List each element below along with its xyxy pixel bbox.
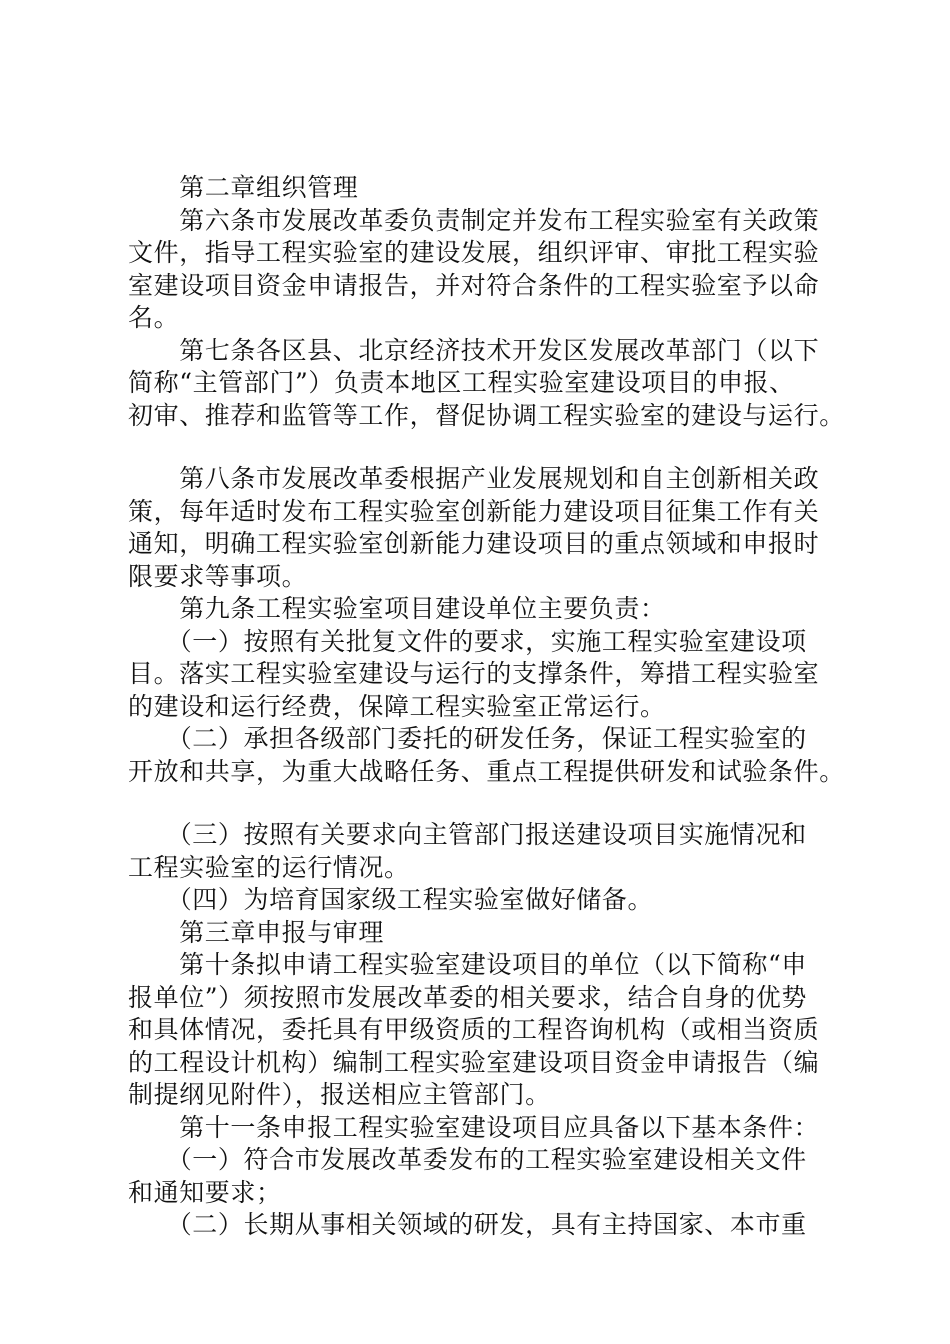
list-item-line: （一）符合市发展改革委发布的工程实验室建设相关文件 [128,1145,807,1174]
article-line: 室建设项目资金申请报告，并对符合条件的工程实验室予以命 [128,270,820,300]
article-line: 和具体情况，委托具有甲级资质的工程咨询机构（或相当资质 [128,1015,820,1044]
list-item-line: （二）承担各级部门委托的研发任务，保证工程实验室的 [128,724,807,753]
list-item-line: 目。落实工程实验室建设与运行的支撑条件，筹措工程实验室 [128,659,820,688]
chapter-heading: 第三章申报与审理 [128,917,385,947]
article-line: 文件，指导工程实验室的建设发展，组织评审、审批工程实验 [128,238,820,267]
list-item-line: 开放和共享，为重大战略任务、重点工程提供研发和试验条件。 [128,756,845,786]
paragraph-gap [128,432,840,463]
article-line: 限要求等事项。 [128,561,308,591]
list-item-line: （四）为培育国家级工程实验室做好储备。 [128,885,654,914]
list-item-line: （一）按照有关批复文件的要求，实施工程实验室建设项 [128,626,807,656]
article-line: 第十一条申报工程实验室建设项目应具备以下基本条件： [128,1112,820,1142]
article-line: 的工程设计机构）编制工程实验室建设项目资金申请报告（编 [128,1047,820,1077]
paragraph-gap [128,788,840,819]
chapter-heading: 第二章组织管理 [128,173,359,202]
article-line: 初审、推荐和监管等工作，督促协调工程实验室的建设与运行。 [128,400,845,430]
list-item-line: 和通知要求； [128,1177,282,1207]
article-line: 简称“主管部门”）负责本地区工程实验室建设项目的申报、 [128,368,795,397]
article-line: 制提纲见附件），报送相应主管部门。 [128,1080,551,1109]
list-item-line: 工程实验室的运行情况。 [128,852,410,882]
article-line: 名。 [128,303,180,332]
article-line: 第六条市发展改革委负责制定并发布工程实验室有关政策 [128,205,820,235]
article-line: 策，每年适时发布工程实验室创新能力建设项目征集工作有关 [128,496,820,526]
article-line: 报单位”）须按照市发展改革委的相关要求，结合自身的优势 [128,982,807,1012]
article-line: 第八条市发展改革委根据产业发展规划和自主创新相关政 [128,464,820,493]
list-item-line: （二）长期从事相关领域的研发，具有主持国家、本市重 [128,1210,807,1239]
list-item-line: （三）按照有关要求向主管部门报送建设项目实施情况和 [128,820,807,849]
list-item-line: 的建设和运行经费，保障工程实验室正常运行。 [128,691,666,721]
document-body [128,172,845,1242]
article-line: 第九条工程实验室项目建设单位主要负责： [128,594,666,623]
article-line: 通知，明确工程实验室创新能力建设项目的重点领域和申报时 [128,529,820,558]
article-line: 第十条拟申请工程实验室建设项目的单位（以下简称“申 [128,950,807,979]
article-line: 第七条各区县、北京经济技术开发区发展改革部门（以下 [128,335,820,365]
